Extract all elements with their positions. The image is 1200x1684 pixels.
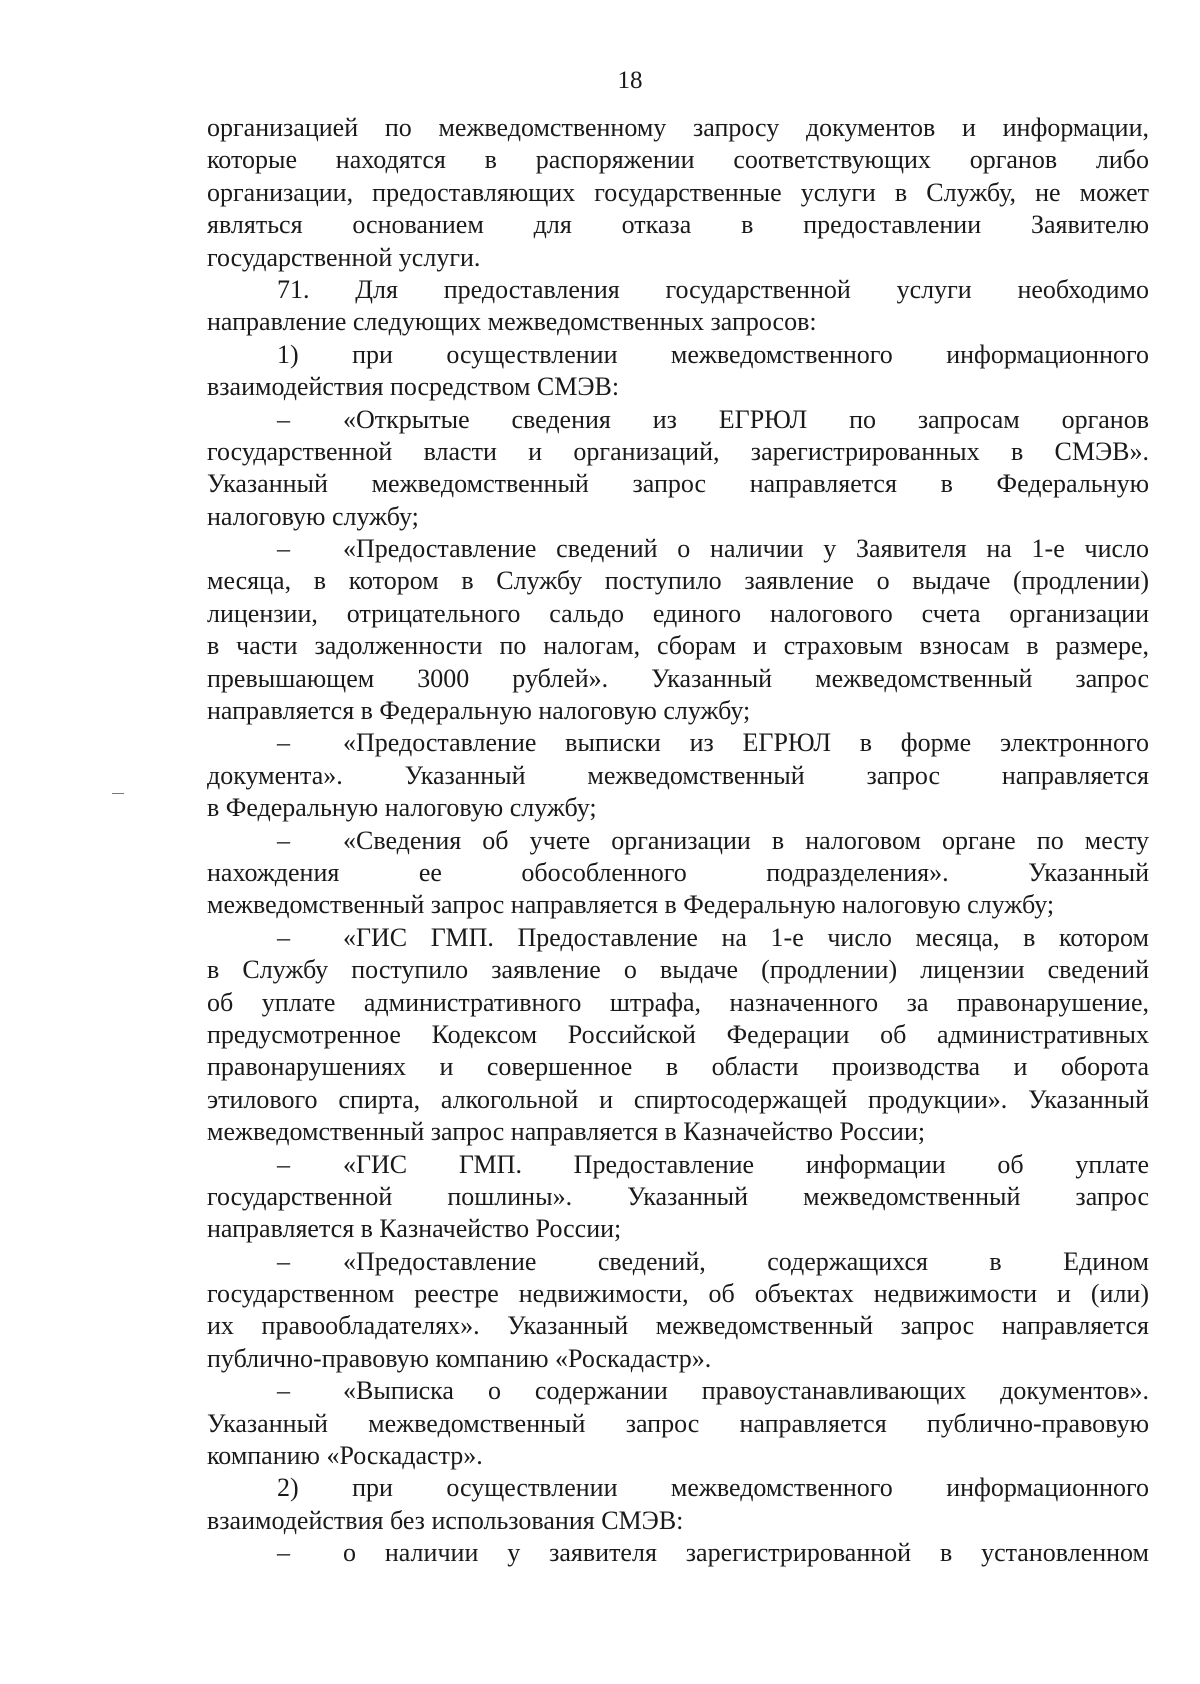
list-dash: – — [277, 1538, 290, 1568]
text-line — [207, 695, 1149, 727]
line-text: налоговую службу; — [207, 501, 419, 531]
page-number: 18 — [617, 67, 643, 94]
list-dash: – — [277, 534, 290, 564]
text-line — [207, 1375, 1149, 1407]
line-text: их правообладателях». Указанный межведомственный запрос направляется — [207, 1311, 1149, 1341]
line-text: взаимодействия посредством СМЭВ: — [207, 372, 620, 402]
line-text: государственной пошлины». Указанный межведомственный запрос — [207, 1181, 1149, 1211]
line-text: об уплате административного штрафа, назначенного за правонарушение, — [207, 987, 1149, 1017]
text-line — [207, 339, 1149, 371]
line-text: в Службу поступило заявление о выдаче (продлении) лицензии сведений — [207, 955, 1149, 985]
line-text: взаимодействия без использования СМЭВ: — [207, 1505, 684, 1535]
text-line — [207, 144, 1149, 176]
text-line — [207, 922, 1149, 954]
text-line — [207, 468, 1149, 500]
line-text: этилового спирта, алкогольной и спиртосодержащей продукции». Указанный — [207, 1084, 1149, 1114]
line-text: предусмотренное Кодексом Российской Федерации об административных — [207, 1019, 1149, 1049]
line-text: «ГИС ГМП. Предоставление информации об уплате — [343, 1149, 1149, 1179]
list-dash: – — [277, 728, 290, 758]
text-line — [207, 209, 1149, 241]
text-line — [207, 533, 1149, 565]
margin-mark — [112, 793, 124, 794]
text-line — [207, 1505, 1149, 1537]
text-line — [207, 1343, 1149, 1375]
list-dash: – — [277, 1149, 290, 1179]
line-text: «Открытые сведения из ЕГРЮЛ по запросам органов — [343, 404, 1149, 434]
line-text: межведомственный запрос направляется в Казначейство России; — [207, 1117, 926, 1147]
list-dash: – — [277, 1246, 290, 1276]
text-line — [207, 1213, 1149, 1245]
text-line — [207, 727, 1149, 759]
text-line — [207, 404, 1149, 436]
line-text: государственной власти и организаций, зарегистрированных в СМЭВ». — [207, 436, 1149, 466]
text-line — [207, 630, 1149, 662]
line-text: компанию «Роскадастр». — [207, 1441, 483, 1471]
text-line — [207, 954, 1149, 986]
line-text: являться основанием для отказа в предоставлении Заявителю — [207, 210, 1149, 240]
line-text: «Сведения об учете организации в налоговом органе по месту — [343, 825, 1149, 855]
line-text: межведомственный запрос направляется в Федеральную налоговую службу; — [207, 890, 1055, 920]
text-line — [207, 436, 1149, 468]
document-body — [207, 112, 1149, 1570]
line-text: направляется в Федеральную налоговую службу; — [207, 696, 751, 726]
line-text: «Выписка о содержании правоустанавливающих документов». — [343, 1376, 1149, 1406]
line-text: «Предоставление выписки из ЕГРЮЛ в форме электронного — [343, 728, 1149, 758]
line-text: 1) при осуществлении межведомственного информационного — [277, 339, 1149, 369]
line-text: направляется в Казначейство России; — [207, 1214, 622, 1244]
text-line — [207, 598, 1149, 630]
line-text: организацией по межведомственному запросу документов и информации, — [207, 113, 1149, 142]
line-text: нахождения ее обособленного подразделения». Указанный — [207, 857, 1149, 887]
line-text: месяца, в котором в Службу поступило заявление о выдаче (продлении) — [207, 566, 1149, 596]
text-line — [207, 1472, 1149, 1504]
line-text: публично-правовую компанию «Роскадастр». — [207, 1343, 712, 1373]
line-text: организации, предоставляющих государственные услуги в Службу, не может — [207, 177, 1149, 207]
text-line — [207, 242, 1149, 274]
list-dash: – — [277, 922, 290, 952]
line-text: 2) при осуществлении межведомственного информационного — [277, 1473, 1149, 1503]
line-text: в части задолженности по налогам, сборам и страховым взносам в размере, — [207, 631, 1149, 661]
list-dash: – — [277, 404, 290, 434]
line-text: правонарушениях и совершенное в области производства и оборота — [207, 1052, 1149, 1082]
text-line — [207, 565, 1149, 597]
list-dash: – — [277, 1376, 290, 1406]
text-line — [207, 889, 1149, 921]
text-line — [207, 1278, 1149, 1310]
text-line — [207, 857, 1149, 889]
text-line — [207, 274, 1149, 306]
text-line — [207, 1084, 1149, 1116]
line-text: «ГИС ГМП. Предоставление на 1-е число месяца, в котором — [343, 922, 1149, 952]
line-text: направление следующих межведомственных запросов: — [207, 307, 817, 337]
text-line — [207, 1149, 1149, 1181]
line-text: которые находятся в распоряжении соответствующих органов либо — [207, 145, 1149, 175]
line-text: 71. Для предоставления государственной услуги необходимо — [277, 274, 1149, 304]
text-line — [207, 1181, 1149, 1213]
line-text: лицензии, отрицательного сальдо единого налогового счета организации — [207, 598, 1149, 628]
text-line — [207, 1116, 1149, 1148]
text-line — [207, 792, 1149, 824]
text-line — [207, 1246, 1149, 1278]
text-line — [207, 112, 1149, 144]
line-text: Указанный межведомственный запрос направляется публично-правовую — [207, 1408, 1149, 1438]
line-text: государственной услуги. — [207, 242, 481, 272]
text-line — [207, 825, 1149, 857]
line-text: о наличии у заявителя зарегистрированной в установленном — [343, 1538, 1149, 1568]
text-line — [207, 306, 1149, 338]
text-line — [207, 501, 1149, 533]
text-line — [207, 1408, 1149, 1440]
line-text: «Предоставление сведений о наличии у Заявителя на 1-е число — [343, 534, 1149, 564]
line-text: превышающем 3000 рублей». Указанный межведомственный запрос — [207, 663, 1149, 693]
text-line — [207, 177, 1149, 209]
line-text: Указанный межведомственный запрос направляется в Федеральную — [207, 469, 1149, 499]
text-line — [207, 1310, 1149, 1342]
line-text: в Федеральную налоговую службу; — [207, 793, 597, 823]
line-text: «Предоставление сведений, содержащихся в Едином — [343, 1246, 1149, 1276]
text-line — [207, 1019, 1149, 1051]
text-line — [207, 663, 1149, 695]
list-dash: – — [277, 825, 290, 855]
text-line — [207, 371, 1149, 403]
line-text: государственном реестре недвижимости, об объектах недвижимости и (или) — [207, 1279, 1149, 1309]
text-line — [207, 1440, 1149, 1472]
text-line — [207, 760, 1149, 792]
text-line — [207, 1051, 1149, 1083]
text-line — [207, 1537, 1149, 1569]
text-line — [207, 987, 1149, 1019]
line-text: документа». Указанный межведомственный запрос направляется — [207, 760, 1149, 790]
